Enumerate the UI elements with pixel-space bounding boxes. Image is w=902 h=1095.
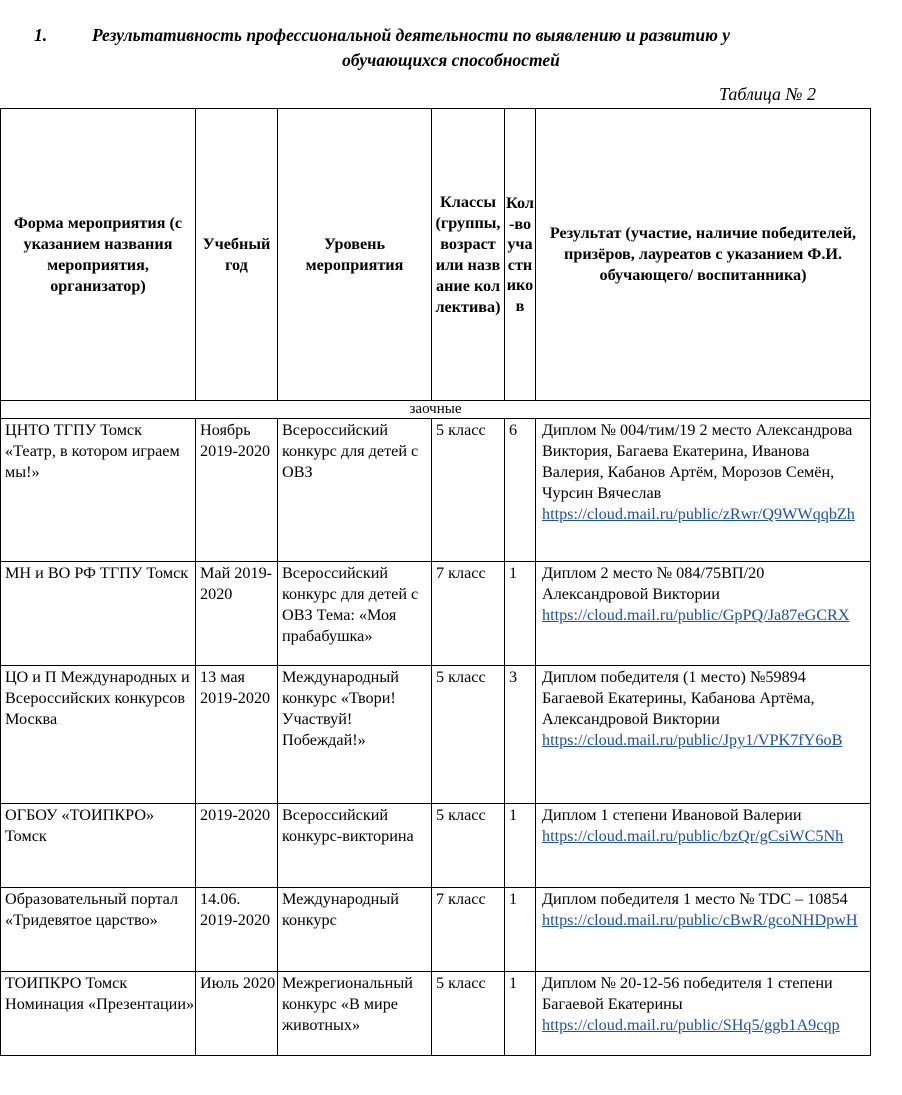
table-label: Таблица № 2 (718, 84, 816, 104)
cell-year: Июль 2020 (196, 972, 278, 1056)
cell-result (536, 666, 871, 804)
header-result: Результат (участие, наличие победителей, призёров, лауреатов с указанием Ф.И. обучающего/ воспитанника) (536, 109, 871, 401)
cell-count: 1 (505, 888, 536, 972)
cell-count: 6 (505, 419, 536, 562)
cell-form: Образовательный портал «Тридевятое царство» (1, 888, 196, 972)
table-row (1, 562, 871, 666)
cell-form: ТОИПКРО Томск Номинация «Презентации» (1, 972, 196, 1056)
cell-count: 1 (505, 804, 536, 888)
header-class: Классы (группы, возраст или название коллектива) (432, 109, 505, 401)
result-link[interactable]: https://cloud.mail.ru/public/SHq5/ggb1A9cqp (542, 1016, 840, 1034)
result-text: Диплом победителя 1 место № TDC – 10854 (542, 890, 848, 908)
cell-level: Всероссийский конкурс для детей с ОВЗ (278, 419, 432, 562)
table-row (1, 972, 871, 1056)
cell-class: 5 класс (432, 972, 505, 1056)
cell-level: Международный конкурс «Твори! Участвуй! Побеждай!» (278, 666, 432, 804)
result-link[interactable]: https://cloud.mail.ru/public/Jpy1/VPK7fY6oB (542, 731, 843, 749)
table-row (1, 419, 871, 562)
cell-count: 1 (505, 972, 536, 1056)
cell-form: МН и ВО РФ ТГПУ Томск (1, 562, 196, 666)
cell-class: 5 класс (432, 419, 505, 562)
heading-number: 1. (34, 25, 48, 45)
header-level: Уровень мероприятия (278, 109, 432, 401)
section-row (1, 401, 871, 419)
cell-level: Всероссийский конкурс-викторина (278, 804, 432, 888)
section-label: заочные (1, 401, 871, 419)
cell-result (536, 888, 871, 972)
cell-form: ЦНТО ТГПУ Томск «Театр, в котором играем мы!» (1, 419, 196, 562)
result-link[interactable]: https://cloud.mail.ru/public/bzQr/gCsiWC5Nh (542, 827, 844, 845)
table-row (1, 804, 871, 888)
cell-class: 7 класс (432, 562, 505, 666)
result-text: Диплом победителя (1 место) №59894 Багаевой Екатерины, Кабанова Артёма, Александровой Виктории (542, 668, 815, 728)
cell-year: Май 2019-2020 (196, 562, 278, 666)
cell-class: 7 класс (432, 888, 505, 972)
header-form: Форма мероприятия (с указанием названия мероприятия, организатор) (1, 109, 196, 401)
cell-level: Всероссийский конкурс для детей с ОВЗ Тема: «Моя прабабушка» (278, 562, 432, 666)
cell-result (536, 972, 871, 1056)
cell-class: 5 класс (432, 804, 505, 888)
cell-class: 5 класс (432, 666, 505, 804)
cell-count: 3 (505, 666, 536, 804)
result-text: Диплом 1 степени Ивановой Валерии (542, 806, 802, 824)
cell-year: 2019-2020 (196, 804, 278, 888)
result-text: Диплом № 20-12-56 победителя 1 степени Багаевой Екатерины (542, 974, 833, 1013)
cell-year: Ноябрь 2019-2020 (196, 419, 278, 562)
table-row (1, 666, 871, 804)
cell-form: ОГБОУ «ТОИПКРО» Томск (1, 804, 196, 888)
results-table (0, 108, 871, 1056)
header-count: Кол-во участников (505, 109, 536, 401)
cell-result (536, 419, 871, 562)
cell-level: Межрегиональный конкурс «В мире животных» (278, 972, 432, 1056)
cell-count: 1 (505, 562, 536, 666)
cell-form: ЦО и П Международных и Всероссийских конкурсов Москва (1, 666, 196, 804)
heading-line-1: Результативность профессиональной деятельности по выявлению и развитию у (92, 25, 731, 45)
cell-year: 13 мая 2019-2020 (196, 666, 278, 804)
table-header-row (1, 109, 871, 401)
cell-year: 14.06. 2019-2020 (196, 888, 278, 972)
result-link[interactable]: https://cloud.mail.ru/public/cBwR/gcoNHDpwH (542, 911, 858, 929)
cell-level: Международный конкурс (278, 888, 432, 972)
cell-result (536, 804, 871, 888)
cell-result (536, 562, 871, 666)
result-link[interactable]: https://cloud.mail.ru/public/zRwr/Q9WWqqbZh (542, 505, 855, 523)
table-row (1, 888, 871, 972)
result-text: Диплом 2 место № 084/75ВП/20 Александровой Виктории (542, 564, 765, 603)
result-text: Диплом № 004/тим/19 2 место Александрова Виктория, Багаева Екатерина, Иванова Валерия, Кабанов Артём, Морозов Семён, Чурсин Вячеслав (542, 421, 853, 502)
heading-line-2: обучающихся способностей (342, 50, 560, 70)
result-link[interactable]: https://cloud.mail.ru/public/GpPQ/Ja87eGCRX (542, 606, 850, 624)
header-year: Учебный год (196, 109, 278, 401)
